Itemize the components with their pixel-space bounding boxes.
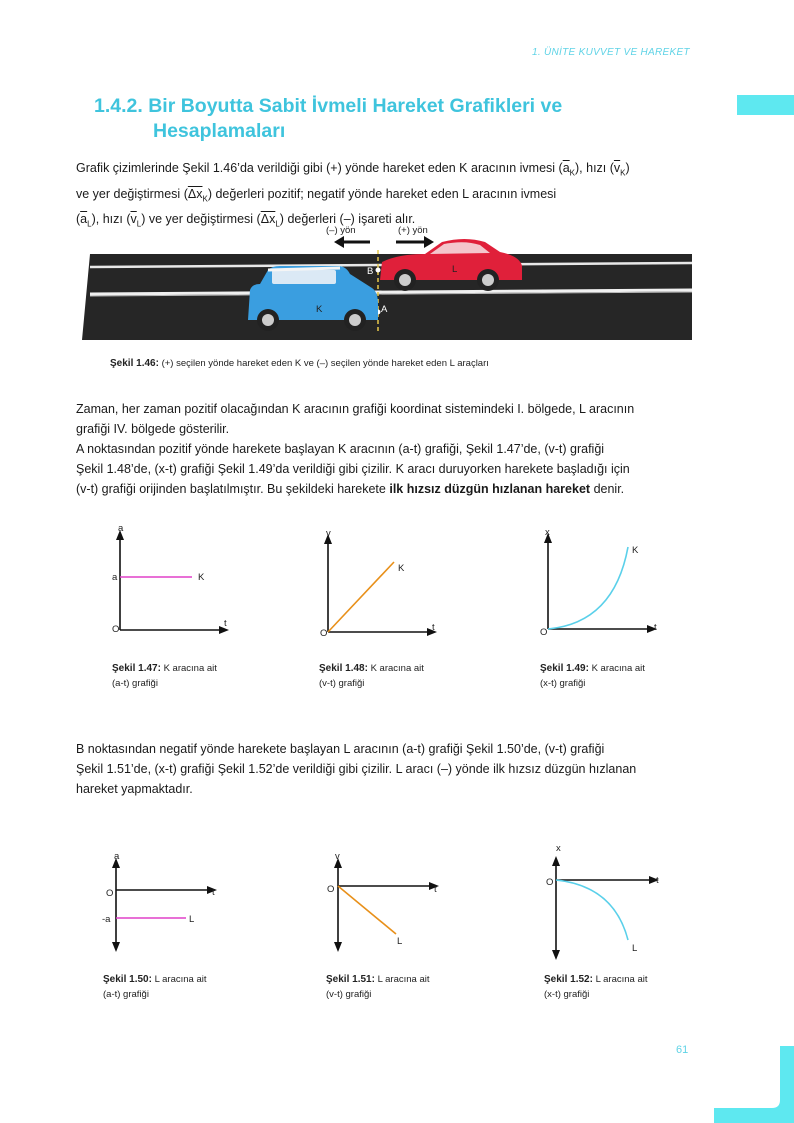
- intro-text: değerleri pozitif; negatif yönde hareket eden L aracının ivmesi: [215, 186, 557, 201]
- x-axis-label: t: [654, 622, 657, 633]
- y-axis-label: x: [545, 527, 550, 538]
- point-B-label: B: [367, 266, 374, 277]
- vector-dxK: $(\overline{\Delta x}_K)$: [183, 186, 212, 203]
- figure-1-51-caption: Şekil 1.51: L aracına ait (v-t) grafiği: [326, 974, 430, 1000]
- x-axis-label: t: [224, 618, 227, 629]
- paragraph-line: (v-t) grafiği orijinden başlatılmıştır. Bu şekildeki harekete ilk hızsız düzgün hızlanan hareket denir.: [76, 482, 625, 496]
- paragraph-line: Şekil 1.51’de, (x-t) grafiği Şekil 1.52’de verildiği gibi çizilir. L aracı (–) yönde ilk hızsız düzgün hızlanan: [76, 762, 637, 776]
- paragraph-line: Zaman, her zaman pozitif olacağından K aracının grafiği koordinat sistemindeki I. bölgede, L aracının: [76, 402, 635, 416]
- paragraph-line: A noktasından pozitif yönde harekete başlayan K aracının (a-t) grafiği, Şekil 1.47’de, (v-t) grafiği: [76, 442, 605, 456]
- position-curve-L: [556, 880, 628, 940]
- curve-label: K: [198, 572, 205, 583]
- y-axis-label: a: [114, 851, 120, 862]
- graph-1-47-a-t: [108, 520, 238, 645]
- section-title-line2: Hesaplamaları: [153, 120, 286, 142]
- x-axis-label: t: [656, 875, 659, 886]
- car-L-label: L: [452, 264, 458, 275]
- paragraph-2: [76, 399, 716, 499]
- x-axis-label: t: [212, 887, 215, 898]
- figure-1-47-caption: Şekil 1.47: K aracına ait (a-t) grafiği: [112, 663, 217, 689]
- running-header: 1. ÜNİTE KUVVET VE HAREKET: [532, 47, 690, 58]
- level-label: a: [112, 572, 118, 583]
- graph-1-49-x-t: [536, 525, 666, 645]
- intro-text: ve yer değiştirmesi: [148, 212, 254, 226]
- chapter-tab-marker: [737, 95, 794, 115]
- negative-direction-label: (–) yön: [326, 225, 356, 236]
- level-label: -a: [102, 914, 111, 925]
- origin-label: O: [112, 624, 120, 635]
- velocity-line-L: [338, 886, 396, 934]
- curve-label: L: [632, 943, 638, 954]
- graph-1-50-a-t: [100, 848, 230, 958]
- position-curve-K: [548, 547, 628, 629]
- section-title-line1: 1.4.2. Bir Boyutta Sabit İvmeli Hareket Grafikleri ve: [94, 95, 563, 117]
- origin-label: O: [540, 627, 548, 638]
- curve-label: L: [397, 936, 403, 947]
- figure-1-48-caption: Şekil 1.48: K aracına ait (v-t) grafiği: [319, 663, 424, 689]
- y-axis-label: v: [335, 851, 340, 862]
- intro-text: , hızı: [579, 161, 607, 175]
- velocity-line-K: [328, 562, 394, 632]
- curve-label: K: [632, 545, 639, 556]
- figure-1-49-caption: Şekil 1.49: K aracına ait (x-t) grafiği: [540, 663, 645, 689]
- origin-label: O: [327, 884, 335, 895]
- figure-1-52-caption: Şekil 1.52: L aracına ait (x-t) grafiği: [544, 974, 648, 1000]
- paragraph-3: [76, 739, 716, 799]
- vector-vL: $(\overline{v}_L)$: [126, 212, 146, 229]
- section-title: [94, 94, 562, 144]
- page-corner-decoration: [714, 1046, 794, 1123]
- graph-1-51-v-t: [322, 848, 452, 958]
- point-B-marker: [376, 268, 381, 273]
- vector-aK: $(\overline{a}_K)$: [558, 161, 580, 178]
- paragraph-line: Şekil 1.48’de, (x-t) grafiği Şekil 1.49’da verildiği gibi çizilir. K aracı duruyorken harekete başladığı için: [76, 462, 630, 476]
- key-term: ilk hızsız düzgün hızlanan hareket: [389, 482, 591, 496]
- intro-text: değerleri (–) işareti alır.: [287, 212, 416, 226]
- y-axis-label: v: [326, 528, 331, 539]
- positive-direction-arrow: [396, 236, 434, 248]
- negative-direction-arrow: [334, 236, 370, 248]
- intro-text: , hızı: [95, 212, 123, 226]
- page-number: 61: [676, 1044, 689, 1056]
- positive-direction-label: (+) yön: [398, 225, 428, 236]
- figure-1-46-caption: [110, 356, 489, 371]
- caption-text: (+) seçilen yönde hareket eden K ve (–) seçilen yönde hareket eden L araçları: [161, 358, 489, 369]
- paragraph-line: B noktasından negatif yönde harekete başlayan L aracının (a-t) grafiği Şekil 1.50’de, (v-t) grafiği: [76, 742, 605, 756]
- road-illustration: [80, 218, 696, 346]
- x-axis-label: t: [434, 884, 437, 895]
- curve-label: L: [189, 914, 195, 925]
- y-axis-label: a: [118, 523, 124, 534]
- paragraph-line: hareket yapmaktadır.: [76, 782, 193, 796]
- y-axis-label: x: [556, 843, 561, 854]
- car-K-label: K: [316, 304, 323, 315]
- x-axis-label: t: [432, 622, 435, 633]
- graph-1-48-v-t: [316, 522, 446, 647]
- caption-label: Şekil 1.46:: [110, 358, 159, 369]
- curve-label: K: [398, 563, 405, 574]
- intro-text: Grafik çizimlerinde Şekil 1.46’da verildiği gibi (+) yönde hareket eden K aracının ivmesi: [76, 161, 556, 175]
- vector-dxL: $(\overline{\Delta x}_L)$: [256, 212, 284, 229]
- origin-label: O: [320, 628, 328, 639]
- point-A-label: A: [381, 304, 388, 315]
- origin-label: O: [546, 877, 554, 888]
- vector-aL: $(\overline{a}_L)$: [76, 212, 96, 229]
- intro-text: ve yer değiştirmesi: [76, 186, 181, 201]
- figure-1-50-caption: Şekil 1.50: L aracına ait (a-t) grafiği: [103, 974, 207, 1000]
- paragraph-line: grafiği IV. bölgede gösterilir.: [76, 422, 230, 436]
- origin-label: O: [106, 888, 114, 899]
- graph-1-52-x-t: [540, 840, 670, 965]
- vector-vK: $(\overline{v}_K)$: [609, 161, 630, 178]
